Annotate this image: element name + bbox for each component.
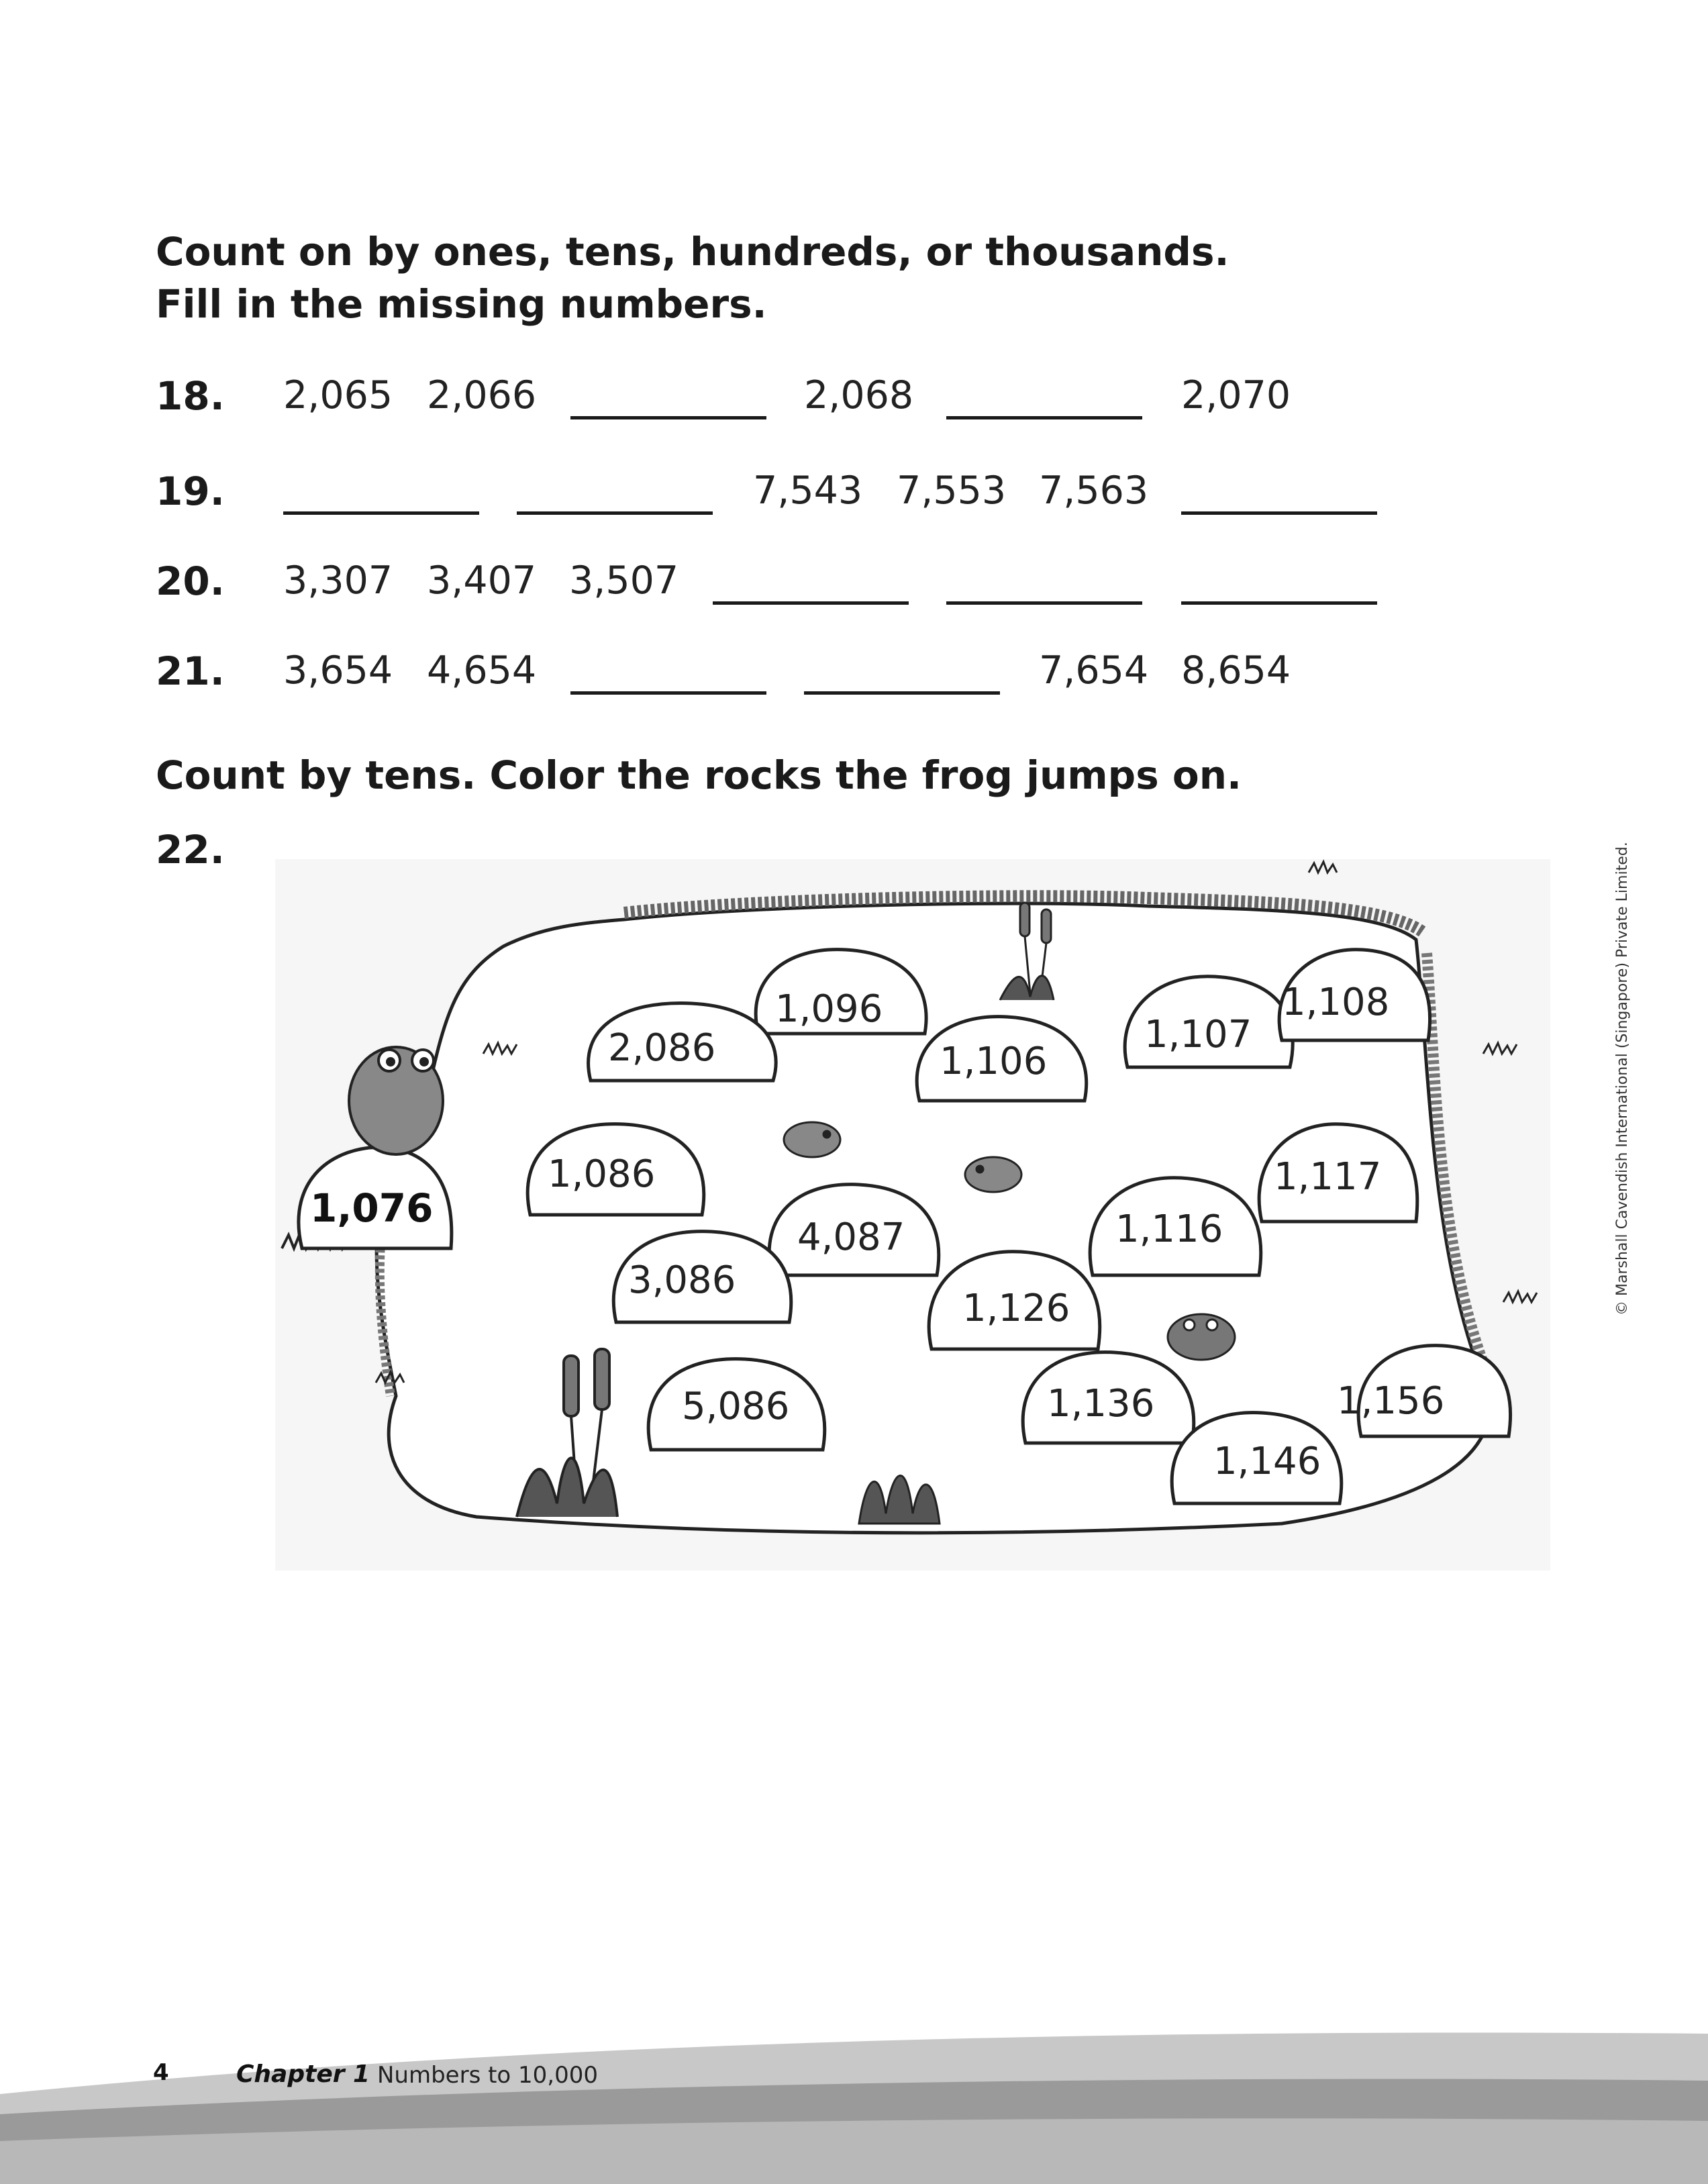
q20-value-3: 3,507 (569, 558, 679, 603)
rock-label-1: 1,096 (775, 987, 883, 1031)
fish-2 (965, 1157, 1021, 1192)
rock-label-8: 1,117 (1274, 1155, 1382, 1199)
q21-value-4: 8,654 (1181, 648, 1291, 693)
fish-1 (784, 1122, 840, 1157)
question-21-row (0, 648, 1708, 702)
rock-label-3: 1,106 (940, 1040, 1048, 1083)
rock-label-11: 1,126 (962, 1287, 1070, 1330)
q18-value-2: 2,066 (427, 373, 537, 417)
grass-tuft-right (1483, 1043, 1537, 1302)
q20-value-1: 3,307 (283, 558, 393, 603)
rock-label-13: 1,136 (1047, 1382, 1155, 1426)
frog-in-water (1168, 1314, 1235, 1360)
question-22-number: 22. (156, 827, 225, 873)
chapter-label: Chapter 1 (236, 2061, 370, 2088)
q21-blank-2[interactable] (804, 691, 1000, 695)
q19-value-2: 7,553 (897, 468, 1007, 513)
question-18-row (0, 373, 1708, 427)
frog-on-rock (349, 1047, 443, 1154)
q19-value-3: 7,563 (1039, 468, 1149, 513)
rock-label-2: 2,086 (608, 1026, 716, 1070)
q19-blank-1[interactable] (283, 511, 479, 515)
rock-label-9: 1,116 (1115, 1207, 1223, 1251)
q20-blank-1[interactable] (713, 601, 909, 605)
q19-blank-2[interactable] (517, 511, 713, 515)
q21-blank-1[interactable] (570, 691, 766, 695)
question-19-row (0, 468, 1708, 522)
page-number: 4 (153, 2059, 169, 2086)
chapter-title: Numbers to 10,000 (377, 2062, 599, 2089)
question-19-number: 19. (156, 468, 225, 514)
q20-blank-3[interactable] (1181, 601, 1377, 605)
rock-label-12: 5,086 (682, 1385, 790, 1428)
q18-value-4: 2,070 (1181, 373, 1291, 417)
instruction-count-by-tens: Count by tens. Color the rocks the frog jumps on. (156, 752, 1242, 798)
rock-label-15: 1,146 (1213, 1440, 1321, 1483)
rock-label-5: 1,108 (1282, 981, 1390, 1024)
footer-wave (0, 2014, 1708, 2184)
question-20-row (0, 558, 1708, 612)
q20-blank-2[interactable] (946, 601, 1142, 605)
pond-illustration (275, 859, 1550, 1571)
rock-label-6: 1,086 (548, 1152, 656, 1196)
question-20-number: 20. (156, 558, 225, 604)
q18-value-3: 2,068 (804, 373, 914, 417)
instruction-count-on-line1: Count on by ones, tens, hundreds, or thousands. (156, 229, 1229, 275)
rock-label-4: 1,107 (1144, 1013, 1252, 1056)
q19-value-1: 7,543 (753, 468, 863, 513)
grass-tuft-top (1309, 862, 1337, 873)
question-21-number: 21. (156, 648, 225, 694)
rock-label-14: 1,156 (1337, 1379, 1445, 1423)
q21-value-2: 4,654 (427, 648, 537, 693)
q18-blank-1[interactable] (570, 416, 766, 419)
question-18-number: 18. (156, 373, 225, 419)
q21-value-3: 7,654 (1039, 648, 1149, 693)
q19-blank-3[interactable] (1181, 511, 1377, 515)
pond-svg (275, 859, 1550, 1571)
q21-value-1: 3,654 (283, 648, 393, 693)
rock-label-7: 4,087 (797, 1215, 905, 1259)
copyright-notice: © Marshall Cavendish International (Singapore) Private Limited. (1614, 842, 1631, 1316)
q18-blank-2[interactable] (946, 416, 1142, 419)
start-rock-label: 1,076 (310, 1185, 434, 1231)
rock-label-10: 3,086 (628, 1258, 736, 1302)
q20-value-2: 3,407 (427, 558, 537, 603)
instruction-count-on-line2: Fill in the missing numbers. (156, 281, 767, 327)
q18-value-1: 2,065 (283, 373, 393, 417)
